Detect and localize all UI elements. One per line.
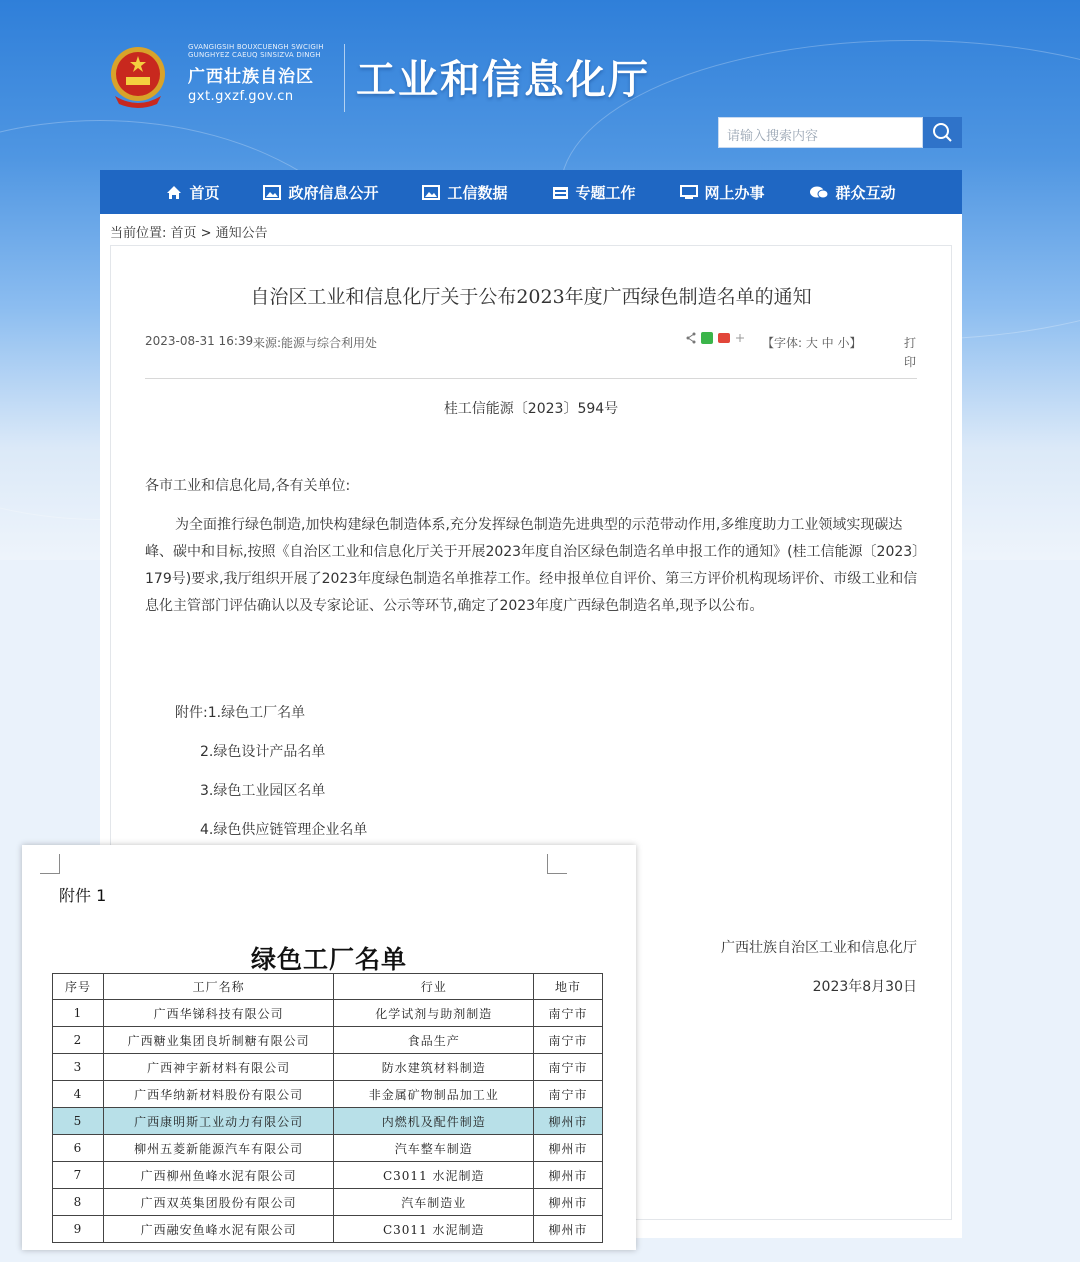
table-cell: 南宁市 bbox=[534, 1000, 603, 1027]
table-row bbox=[53, 1081, 603, 1108]
table-row-highlighted bbox=[53, 1108, 603, 1135]
table-cell: 柳州五菱新能源汽车有限公司 bbox=[103, 1135, 334, 1162]
nav-home[interactable] bbox=[144, 170, 241, 214]
signature-org: 广西壮族自治区工业和信息化厅 bbox=[721, 940, 917, 956]
nav-special[interactable] bbox=[530, 170, 658, 214]
nav-label: 政府信息公开 bbox=[288, 183, 379, 202]
monitor-icon bbox=[680, 185, 698, 200]
nav-interaction[interactable] bbox=[787, 170, 918, 214]
table-cell: 3 bbox=[53, 1054, 104, 1081]
brand-divider bbox=[344, 44, 345, 112]
article-title: 自治区工业和信息化厅关于公布2023年度广西绿色制造名单的通知 bbox=[250, 286, 812, 308]
attachment-title: 绿色工厂名单 bbox=[250, 945, 407, 974]
weibo-icon[interactable] bbox=[718, 333, 730, 343]
column-header: 地市 bbox=[534, 974, 603, 1000]
table-cell: 汽车制造业 bbox=[334, 1189, 534, 1216]
body-paragraph: 为全面推行绿色制造,加快构建绿色制造体系,充分发挥绿色制造先进典型的示范带动作用,多维度助力工业领域实现碳达峰、碳中和目标,按照《自治区工业和信息化厅关于开展2023年度自治区绿色制造名单申报工作的通知》(桂工信能源〔2023〕179号)要求,我厅组织开展了2023年度绿色制造名单推荐工作。经申报单位自评价、第三方评价机构现场评价、市级工业和信息化主管部门评估确认以及专家论证、公示等环节,确定了2023年度广西绿色制造名单,现予以公布。 bbox=[145, 517, 920, 614]
home-icon bbox=[166, 185, 182, 200]
table-cell: 柳州市 bbox=[534, 1216, 603, 1243]
table-row bbox=[53, 1027, 603, 1054]
nav-online[interactable] bbox=[658, 170, 787, 214]
attachment-link-4[interactable]: 4.绿色供应链管理企业名单 bbox=[200, 822, 368, 838]
nav-label: 专题工作 bbox=[575, 183, 636, 202]
table-cell: 广西华锑科技有限公司 bbox=[103, 1000, 334, 1027]
table-row bbox=[53, 1000, 603, 1027]
table-cell: 内燃机及配件制造 bbox=[334, 1108, 534, 1135]
table-cell: 广西神宇新材料有限公司 bbox=[103, 1054, 334, 1081]
table-header-row bbox=[53, 974, 603, 1000]
department-title: 工业和信息化厅 bbox=[356, 56, 650, 103]
romanized-line-2: GUNGHYEZ CAEUQ SINSIZVA DINGH bbox=[188, 51, 321, 59]
table-cell: 汽车整车制造 bbox=[334, 1135, 534, 1162]
national-emblem-icon bbox=[107, 44, 169, 110]
site-domain: gxt.gxzf.gov.cn bbox=[188, 89, 294, 104]
plus-icon[interactable] bbox=[735, 333, 745, 343]
table-cell: 南宁市 bbox=[534, 1027, 603, 1054]
document-number: 桂工信能源〔2023〕594号 bbox=[443, 401, 619, 417]
brand-block bbox=[188, 43, 338, 104]
nav-label: 网上办事 bbox=[704, 183, 765, 202]
table-row bbox=[53, 1189, 603, 1216]
search-icon bbox=[923, 117, 962, 148]
table-cell: 1 bbox=[53, 1000, 104, 1027]
column-header: 序号 bbox=[53, 974, 104, 1000]
article-source: 来源:能源与综合利用处 bbox=[253, 336, 378, 350]
table-cell: 防水建筑材料制造 bbox=[334, 1054, 534, 1081]
main-nav bbox=[100, 170, 962, 214]
breadcrumb: 当前位置: 首页 > 通知公告 bbox=[110, 226, 268, 241]
table-cell: 4 bbox=[53, 1081, 104, 1108]
table-row bbox=[53, 1135, 603, 1162]
folder-icon bbox=[552, 185, 569, 200]
table-row bbox=[53, 1216, 603, 1243]
table-cell: 广西糖业集团良圻制糖有限公司 bbox=[103, 1027, 334, 1054]
font-size-switcher[interactable]: 【字体: 大 中 小】 bbox=[762, 336, 862, 350]
greeting: 各市工业和信息化局,各有关单位: bbox=[145, 478, 351, 494]
search-input[interactable]: 请输入搜索内容 bbox=[718, 117, 923, 148]
table-cell: 化学试剂与助剂制造 bbox=[334, 1000, 534, 1027]
table-cell: 柳州市 bbox=[534, 1189, 603, 1216]
table-cell: C3011 水泥制造 bbox=[334, 1216, 534, 1243]
table-cell: 9 bbox=[53, 1216, 104, 1243]
table-cell: 5 bbox=[53, 1108, 104, 1135]
table-row bbox=[53, 1054, 603, 1081]
table-cell: 食品生产 bbox=[334, 1027, 534, 1054]
table-cell: 6 bbox=[53, 1135, 104, 1162]
table-cell: 广西双英集团股份有限公司 bbox=[103, 1189, 334, 1216]
romanized-line-1: GVANGIGSIH BOUXCUENGH SWCIGIH bbox=[188, 43, 324, 51]
table-cell: 广西华纳新材料股份有限公司 bbox=[103, 1081, 334, 1108]
image-icon bbox=[422, 185, 440, 200]
table-cell: 2 bbox=[53, 1027, 104, 1054]
attachment-link-2[interactable]: 2.绿色设计产品名单 bbox=[200, 744, 326, 760]
table-cell: 南宁市 bbox=[534, 1081, 603, 1108]
table-cell: 7 bbox=[53, 1162, 104, 1189]
table-cell: 非金属矿物制品加工业 bbox=[334, 1081, 534, 1108]
region-name: 广西壮族自治区 bbox=[188, 67, 314, 87]
attachment-link-3[interactable]: 3.绿色工业园区名单 bbox=[200, 783, 326, 799]
table-cell: 柳州市 bbox=[534, 1135, 603, 1162]
table-cell: 柳州市 bbox=[534, 1108, 603, 1135]
factory-table bbox=[52, 973, 603, 1243]
table-cell: 广西康明斯工业动力有限公司 bbox=[103, 1108, 334, 1135]
table-cell: 柳州市 bbox=[534, 1162, 603, 1189]
signature-date: 2023年8月30日 bbox=[812, 979, 917, 995]
image-icon bbox=[263, 185, 281, 200]
column-header: 行业 bbox=[334, 974, 534, 1000]
publish-date: 2023-08-31 16:39 bbox=[145, 334, 254, 348]
table-cell: 广西融安鱼峰水泥有限公司 bbox=[103, 1216, 334, 1243]
table-cell: 8 bbox=[53, 1189, 104, 1216]
nav-label: 群众互动 bbox=[835, 183, 896, 202]
column-header: 工厂名称 bbox=[103, 974, 334, 1000]
nav-data[interactable] bbox=[400, 170, 529, 214]
search-button[interactable] bbox=[923, 117, 962, 148]
nav-label: 首页 bbox=[189, 183, 220, 202]
print-button[interactable]: 打印 bbox=[904, 336, 917, 369]
nav-label: 工信数据 bbox=[447, 183, 508, 202]
attachment-label: 附件 1 bbox=[59, 886, 107, 905]
share-icon[interactable] bbox=[686, 332, 696, 344]
page-corner-mark bbox=[40, 854, 60, 874]
attachment-link-1[interactable]: 附件:1.绿色工厂名单 bbox=[175, 705, 306, 721]
table-cell: C3011 水泥制造 bbox=[334, 1162, 534, 1189]
nav-gov-info[interactable] bbox=[241, 170, 400, 214]
chat-icon bbox=[809, 185, 829, 200]
wechat-icon[interactable] bbox=[701, 332, 713, 344]
table-row bbox=[53, 1162, 603, 1189]
table-cell: 南宁市 bbox=[534, 1054, 603, 1081]
title-divider bbox=[145, 378, 917, 379]
table-cell: 广西柳州鱼峰水泥有限公司 bbox=[103, 1162, 334, 1189]
page-corner-mark bbox=[547, 854, 567, 874]
share-tools bbox=[686, 332, 745, 344]
